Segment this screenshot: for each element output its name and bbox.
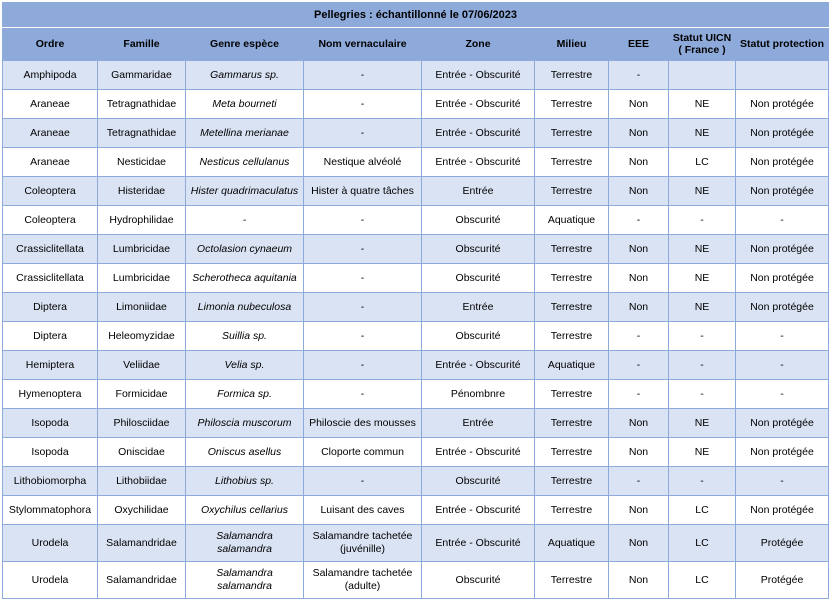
cell-zone: Entrée - Obscurité: [422, 119, 535, 148]
cell-famille: Nesticidae: [98, 148, 186, 177]
cell-famille: Gammaridae: [98, 61, 186, 90]
cell-eee: Non: [609, 264, 669, 293]
cell-statut-uicn: NE: [669, 90, 736, 119]
cell-milieu: Aquatique: [535, 525, 609, 562]
cell-eee: Non: [609, 148, 669, 177]
cell-statut-uicn: -: [669, 380, 736, 409]
table-row: [3, 438, 829, 467]
cell-statut-uicn: LC: [669, 148, 736, 177]
column-header-statut-protection: Statut protection: [736, 28, 829, 61]
table-row: [3, 525, 829, 562]
cell-eee: Non: [609, 562, 669, 599]
cell-zone: Obscurité: [422, 235, 535, 264]
cell-milieu: Terrestre: [535, 148, 609, 177]
cell-zone: Entrée - Obscurité: [422, 525, 535, 562]
cell-famille: Limoniidae: [98, 293, 186, 322]
cell-statut-uicn: [669, 61, 736, 90]
cell-nom-vernaculaire: -: [304, 351, 422, 380]
column-header-ordre: Ordre: [3, 28, 98, 61]
cell-nom-vernaculaire: Hister à quatre tâches: [304, 177, 422, 206]
cell-statut-uicn: NE: [669, 235, 736, 264]
cell-statut-protection: Non protégée: [736, 90, 829, 119]
cell-nom-vernaculaire: Cloporte commun: [304, 438, 422, 467]
cell-genre-espece: Formica sp.: [186, 380, 304, 409]
cell-genre-espece: Lithobius sp.: [186, 467, 304, 496]
cell-genre-espece: Suillia sp.: [186, 322, 304, 351]
cell-milieu: Terrestre: [535, 438, 609, 467]
cell-milieu: Terrestre: [535, 235, 609, 264]
table-row: [3, 467, 829, 496]
cell-eee: Non: [609, 90, 669, 119]
column-header-eee: EEE: [609, 28, 669, 61]
cell-genre-espece: Limonia nubeculosa: [186, 293, 304, 322]
cell-genre-espece: -: [186, 206, 304, 235]
cell-ordre: Coleoptera: [3, 177, 98, 206]
cell-genre-espece: Gammarus sp.: [186, 61, 304, 90]
cell-milieu: Terrestre: [535, 380, 609, 409]
table-row: [3, 351, 829, 380]
cell-zone: Entrée - Obscurité: [422, 351, 535, 380]
cell-statut-protection: Non protégée: [736, 148, 829, 177]
column-header-milieu: Milieu: [535, 28, 609, 61]
table-row: [3, 293, 829, 322]
cell-eee: -: [609, 206, 669, 235]
cell-statut-uicn: LC: [669, 525, 736, 562]
cell-statut-protection: Non protégée: [736, 177, 829, 206]
cell-zone: Entrée: [422, 409, 535, 438]
cell-statut-protection: Non protégée: [736, 235, 829, 264]
cell-milieu: Terrestre: [535, 264, 609, 293]
cell-ordre: Araneae: [3, 90, 98, 119]
cell-genre-espece: Salamandra salamandra: [186, 562, 304, 599]
cell-eee: Non: [609, 119, 669, 148]
cell-nom-vernaculaire: -: [304, 293, 422, 322]
cell-statut-uicn: NE: [669, 409, 736, 438]
cell-statut-uicn: -: [669, 322, 736, 351]
cell-ordre: Araneae: [3, 148, 98, 177]
cell-eee: Non: [609, 293, 669, 322]
cell-statut-protection: Non protégée: [736, 119, 829, 148]
cell-statut-uicn: -: [669, 206, 736, 235]
table-row: [3, 322, 829, 351]
table-body: [3, 61, 829, 599]
cell-milieu: Terrestre: [535, 322, 609, 351]
column-header-nom-vernaculaire: Nom vernaculaire: [304, 28, 422, 61]
cell-zone: Entrée - Obscurité: [422, 438, 535, 467]
cell-genre-espece: Scherotheca aquitania: [186, 264, 304, 293]
cell-milieu: Terrestre: [535, 61, 609, 90]
cell-milieu: Aquatique: [535, 351, 609, 380]
header-row: [3, 28, 829, 61]
cell-statut-protection: Protégée: [736, 562, 829, 599]
cell-eee: Non: [609, 525, 669, 562]
cell-famille: Histeridae: [98, 177, 186, 206]
cell-nom-vernaculaire: Nestique alvéolé: [304, 148, 422, 177]
table-title: Pellegries : échantillonné le 07/06/2023: [3, 3, 829, 28]
cell-famille: Hydrophilidae: [98, 206, 186, 235]
cell-eee: -: [609, 61, 669, 90]
table-row: [3, 148, 829, 177]
cell-nom-vernaculaire: -: [304, 119, 422, 148]
cell-eee: -: [609, 351, 669, 380]
cell-statut-uicn: NE: [669, 293, 736, 322]
cell-statut-protection: Non protégée: [736, 409, 829, 438]
cell-statut-uicn: NE: [669, 119, 736, 148]
cell-statut-protection: Non protégée: [736, 264, 829, 293]
cell-famille: Salamandridae: [98, 525, 186, 562]
cell-ordre: Urodela: [3, 562, 98, 599]
cell-nom-vernaculaire: -: [304, 467, 422, 496]
cell-famille: Heleomyzidae: [98, 322, 186, 351]
cell-zone: Entrée - Obscurité: [422, 61, 535, 90]
cell-zone: Entrée: [422, 177, 535, 206]
cell-zone: Entrée - Obscurité: [422, 496, 535, 525]
cell-ordre: Diptera: [3, 293, 98, 322]
table-row: [3, 61, 829, 90]
cell-milieu: Terrestre: [535, 119, 609, 148]
cell-milieu: Terrestre: [535, 409, 609, 438]
cell-genre-espece: Metellina merianae: [186, 119, 304, 148]
cell-ordre: Urodela: [3, 525, 98, 562]
cell-famille: Formicidae: [98, 380, 186, 409]
cell-statut-uicn: NE: [669, 438, 736, 467]
cell-nom-vernaculaire: -: [304, 235, 422, 264]
cell-nom-vernaculaire: Salamandre tachetée (juvénille): [304, 525, 422, 562]
cell-famille: Lumbricidae: [98, 235, 186, 264]
table-row: [3, 119, 829, 148]
species-table: [2, 2, 829, 599]
cell-zone: Obscurité: [422, 322, 535, 351]
cell-statut-protection: [736, 61, 829, 90]
cell-milieu: Terrestre: [535, 562, 609, 599]
cell-genre-espece: Velia sp.: [186, 351, 304, 380]
cell-famille: Salamandridae: [98, 562, 186, 599]
cell-eee: -: [609, 467, 669, 496]
cell-famille: Philosciidae: [98, 409, 186, 438]
column-header-zone: Zone: [422, 28, 535, 61]
species-table-container: [2, 2, 828, 599]
cell-nom-vernaculaire: Philoscie des mousses: [304, 409, 422, 438]
cell-ordre: Stylommatophora: [3, 496, 98, 525]
cell-statut-protection: -: [736, 380, 829, 409]
table-row: [3, 206, 829, 235]
cell-ordre: Isopoda: [3, 438, 98, 467]
cell-ordre: Araneae: [3, 119, 98, 148]
cell-genre-espece: Octolasion cynaeum: [186, 235, 304, 264]
cell-statut-uicn: -: [669, 467, 736, 496]
cell-genre-espece: Nesticus cellulanus: [186, 148, 304, 177]
cell-nom-vernaculaire: -: [304, 90, 422, 119]
cell-statut-protection: Non protégée: [736, 438, 829, 467]
cell-famille: Lithobiidae: [98, 467, 186, 496]
table-row: [3, 177, 829, 206]
cell-eee: -: [609, 380, 669, 409]
table-row: [3, 380, 829, 409]
cell-statut-protection: Non protégée: [736, 496, 829, 525]
cell-famille: Lumbricidae: [98, 264, 186, 293]
cell-ordre: Crassiclitellata: [3, 235, 98, 264]
cell-statut-uicn: LC: [669, 562, 736, 599]
cell-ordre: Crassiclitellata: [3, 264, 98, 293]
cell-zone: Obscurité: [422, 206, 535, 235]
cell-zone: Pénombnre: [422, 380, 535, 409]
cell-nom-vernaculaire: -: [304, 264, 422, 293]
cell-eee: Non: [609, 438, 669, 467]
cell-genre-espece: Oniscus asellus: [186, 438, 304, 467]
table-row: [3, 235, 829, 264]
cell-famille: Oxychilidae: [98, 496, 186, 525]
cell-statut-uicn: NE: [669, 177, 736, 206]
column-header-genre-espece: Genre espèce: [186, 28, 304, 61]
cell-statut-uicn: LC: [669, 496, 736, 525]
cell-ordre: Amphipoda: [3, 61, 98, 90]
cell-nom-vernaculaire: -: [304, 380, 422, 409]
cell-famille: Tetragnathidae: [98, 119, 186, 148]
column-header-famille: Famille: [98, 28, 186, 61]
cell-famille: Oniscidae: [98, 438, 186, 467]
cell-milieu: Terrestre: [535, 90, 609, 119]
cell-eee: Non: [609, 177, 669, 206]
cell-eee: Non: [609, 496, 669, 525]
cell-statut-uicn: NE: [669, 264, 736, 293]
cell-milieu: Terrestre: [535, 467, 609, 496]
cell-famille: Tetragnathidae: [98, 90, 186, 119]
cell-zone: Entrée: [422, 293, 535, 322]
cell-zone: Entrée - Obscurité: [422, 148, 535, 177]
cell-statut-protection: -: [736, 467, 829, 496]
table-row: [3, 264, 829, 293]
cell-ordre: Diptera: [3, 322, 98, 351]
cell-ordre: Hymenoptera: [3, 380, 98, 409]
cell-statut-protection: -: [736, 206, 829, 235]
cell-statut-uicn: -: [669, 351, 736, 380]
cell-ordre: Hemiptera: [3, 351, 98, 380]
cell-nom-vernaculaire: -: [304, 322, 422, 351]
cell-milieu: Terrestre: [535, 177, 609, 206]
cell-zone: Obscurité: [422, 467, 535, 496]
cell-zone: Obscurité: [422, 562, 535, 599]
cell-ordre: Isopoda: [3, 409, 98, 438]
cell-zone: Entrée - Obscurité: [422, 90, 535, 119]
cell-nom-vernaculaire: Luisant des caves: [304, 496, 422, 525]
cell-famille: Veliidae: [98, 351, 186, 380]
column-header-statut-uicn: Statut UICN ( France ): [669, 28, 736, 61]
cell-milieu: Terrestre: [535, 496, 609, 525]
cell-milieu: Terrestre: [535, 293, 609, 322]
table-row: [3, 90, 829, 119]
cell-statut-protection: Protégée: [736, 525, 829, 562]
cell-genre-espece: Salamandra salamandra: [186, 525, 304, 562]
cell-ordre: Lithobiomorpha: [3, 467, 98, 496]
table-row: [3, 496, 829, 525]
cell-eee: -: [609, 322, 669, 351]
cell-genre-espece: Philoscia muscorum: [186, 409, 304, 438]
cell-genre-espece: Meta bourneti: [186, 90, 304, 119]
cell-nom-vernaculaire: Salamandre tachetée (adulte): [304, 562, 422, 599]
cell-zone: Obscurité: [422, 264, 535, 293]
cell-genre-espece: Hister quadrimaculatus: [186, 177, 304, 206]
cell-statut-protection: -: [736, 351, 829, 380]
table-row: [3, 409, 829, 438]
cell-genre-espece: Oxychilus cellarius: [186, 496, 304, 525]
cell-eee: Non: [609, 409, 669, 438]
cell-ordre: Coleoptera: [3, 206, 98, 235]
cell-milieu: Aquatique: [535, 206, 609, 235]
table-row: [3, 562, 829, 599]
cell-statut-protection: -: [736, 322, 829, 351]
cell-eee: Non: [609, 235, 669, 264]
cell-nom-vernaculaire: -: [304, 61, 422, 90]
cell-nom-vernaculaire: -: [304, 206, 422, 235]
cell-statut-protection: Non protégée: [736, 293, 829, 322]
